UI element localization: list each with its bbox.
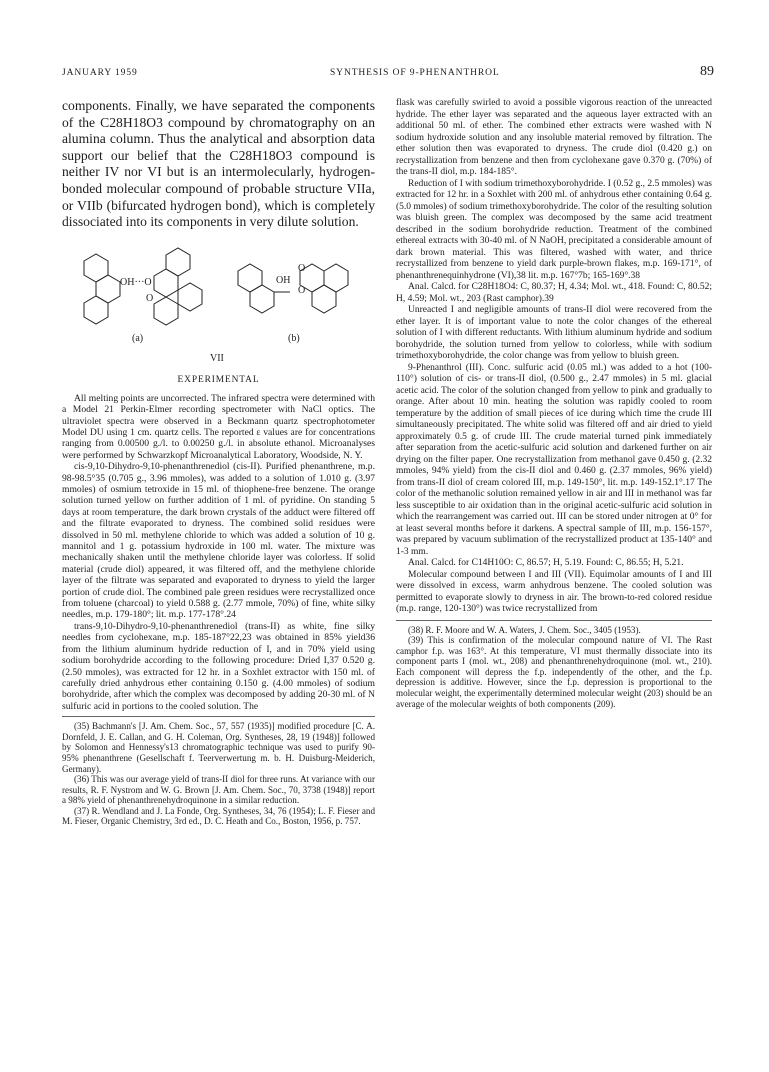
structure-label-a: (a) [132,332,144,344]
footnote: (36) This was our average yield of trans-II diol for three runs. At variance with our results, R. F. Nystrom and W. G. Brown [J. Am. Chem. Soc., 70, 3738 (1948)] report a 98% yield of phenanthrenehydroquinone in a similar reduction. [62,774,375,806]
ring-a3 [84,296,108,324]
footnote: (37) R. Wendland and J. La Fonde, Org. Syntheses, 34, 76 (1954); L. F. Fieser and M. Fieser, Organic Chemistry, 3rd ed., D. C. Heath and Co., Boston, 1956, p. 757. [62,805,375,827]
ring-b4 [324,264,348,292]
ring-a4 [166,248,190,276]
body-paragraph: Reduction of I with sodium trimethoxyborohydride. I (0.52 g., 2.5 mmoles) was extracted for 12 hr. in a Soxhlet with 200 ml. of anhydrous ether containing 0.64 g. (5.0 mmoles) of sodium trimethoxyborohydride. The color of the resulting solution was bluish green. The complex was decomposed by the same acid treatment described in the sodium borohydride reduction. Treatment of the combined ethereal extracts with 30-40 ml. of N NaOH, precipitated a considerable amount of dark brown material. This was filtered, washed with water, and thrice recrystallized from benzene to yield dark purple-brown flakes, m.p. 169-171°, of phenanthrenequinhydrone (VI),38 lit. m.p. 167°7b; 165-169°.38 [396,178,712,281]
ring-b5 [312,285,336,313]
body-paragraph: Anal. Calcd. for C28H18O4: C, 80.37; H, 4.34; Mol. wt., 418. Found: C, 80.52; H, 4.59; Mol. wt., 203 (Rast camphor).39 [396,282,712,304]
ring-b1 [238,264,262,292]
body-paragraph: Unreacted I and negligible amounts of trans-II diol were recovered from the ether layer. It is of important value to note the color changes of the ethereal solution of I with different reductants. With lithium aluminum hydride and sodium borohydride, the solution turned from yellow to colorless, while with sodium trimethoxyborohydride, the color change was from yellow to bluish green. [396,305,712,361]
structure-label-b: (b) [288,332,300,344]
structure-figure-vii [62,241,375,369]
o-label-a: O [146,292,154,304]
body-paragraph: flask was carefully swirled to avoid a possible vigorous reaction of the unreacted hydride. The ether layer was separated and the aqueous layer extracted with an additional 50 ml. of ether. The combined ether extracts were washed with N sodium hydroxide solution and any insoluble material removed by filtration. The ether solution then was evaporated to dryness. The crude diol (0.420 g.) on recrystallization from benzene and then from cyclohexane gave 0.370 g. (70%) of the trans-II diol, m.p. 184-185°. [396,98,712,177]
lead-paragraph: components. Finally, we have separated the components of the C28H18O3 compound by chromatography on an alumina column. Thus the analytical and absorption data support our belief that the C28H18O3 compound is neither IV nor VI but is an intermolecularly, hydrogen-bonded molecular compound of probable structure VIIa, or VIIb (bifurcated hydrogen bond), which is completely dissociated into its components in very dilute solution. [62,98,375,230]
footnote: (39) This is confirmation of the molecular compound nature of VI. The Rast camphor f.p. was 163°. At this temperature, VI must thermally dissociate into its component parts I (mol. wt., 208) and phenanthrenehydroquinone (mol. wt., 210). Each component will depress the f.p. independently of the other, and the f.p. depression is additive. However, since the f.p. depression is proportional to the molecular weight, the experimentally determined molecular weight (203) should be an average of the molecular weights of both components (209). [396,635,712,709]
left-column [62,98,375,827]
compound-number-vii: VII [210,352,224,364]
right-column [396,98,712,709]
oh-label-b: OH [276,274,291,286]
oh-o-label-a: OH···O [120,276,152,288]
page-number: 89 [700,64,714,79]
chemical-structures [62,241,375,369]
running-header-date: JANUARY 1959 [62,68,138,78]
section-heading: EXPERIMENTAL [177,374,260,385]
o-label-b2: O [298,284,306,296]
body-paragraph: Anal. Calcd. for C14H10O: C, 86.57; H, 5.19. Found: C, 86.55; H, 5.21. [408,558,684,568]
body-paragraph: Molecular compound between I and III (VII). Equimolar amounts of I and III were dissolved in excess, warm anhydrous benzene. The cooled solution was permitted to evaporate slowly to dryness in air. The brown-to-red colored residue (m.p. range, 120-130°) was twice recrystallized from [396,569,712,614]
ring-a2 [96,275,120,303]
ring-a7 [154,297,178,325]
footnote: (38) R. F. Moore and W. A. Waters, J. Chem. Soc., 3405 (1953). [408,624,641,635]
ring-a1 [84,254,108,282]
ring-b2 [250,285,274,313]
ring-a6 [178,283,202,311]
o-label-b1: O [298,262,306,274]
running-header-title: SYNTHESIS OF 9-PHENANTHROL [330,68,500,78]
body-paragraph: trans-9,10-Dihydro-9,10-phenanthrenediol (trans-II) as white, fine silky needles from cyclohexane, m.p. 185-187°22,23 was obtained in 85% yield36 from the lithium aluminum hydride reduction of I, and in 70% yield using sodium borohydride according to the following procedure: Dried I,37 0.520 g. (2.50 mmoles), was extracted for 12 hr. in a Soxhlet extractor with 150 ml. of carefully dried anhydrous ether containing 0.150 g. (4.00 mmoles) of sodium borohydride, after which the complex was decomposed by adding 20-30 ml. of N sulfuric acid in portions to the cooled solution. The [62,620,375,712]
footnote-divider [62,716,375,717]
footnote-divider [396,620,712,621]
body-paragraph: 9-Phenanthrol (III). Conc. sulfuric acid (0.05 ml.) was added to a hot (100-110°) solution of cis- or trans-II diol, (0.500 g., 2.47 mmoles) in 5 ml. glacial acetic acid. The color of the solution changed from yellow to pink and gradually to orange. After about 10 min. heating the solution was rapidly cooled to room temperature by the addition of small pieces of ice during which time the crude III simultaneously precipitated. The white solid was filtered off and air dried to yield approximately 0.5 g. of crude III. The crude material turned pink immediately after separation from the acetic-sulfuric acid solution and darkened further on air drying on the filter paper. One recrystallization from methanol gave 0.450 g. (2.32 mmoles, 94% yield) from the cis-II diol and 0.460 g. (2.37 mmoles, 96% yield) from trans-II diol of cream colored III, m.p. 149-150°, lit. m.p. 149-152.1°.17 The color of the methanolic solution remained yellow in air and III in methanol was far less susceptible to air oxidation than in the original acetic-sulfuric acid solution in which the rearrangement was carried out. III can be stored under nitrogen at 0° for at least several months before it darkens. A spectral sample of III, m.p. 156-157°, was prepared by vacuum sublimation of the recrystallized product at 135-140° and 1-3 mm. [396,362,712,557]
footnote: (35) Bachmann's [J. Am. Chem. Soc., 57, 557 (1935)] modified procedure [C. A. Dornfeld, J. E. Callan, and G. H. Coleman, Org. Syntheses, 28, 19 (1948)] followed by Solomon and Hennessy's13 chromatographic technique was used to purify 90-95% phenanthrene (Gesellschaft f. Teerverwertung m. b. H. Duisburg-Meiderich, Germany). [62,721,375,774]
ring-a5 [154,269,178,297]
body-paragraph: All melting points are uncorrected. The infrared spectra were determined with a Model 21 Perkin-Elmer recording spectrometer with NaCl optics. The ultraviolet spectra were observed in a Beckmann quartz spectrophotometer Model DU using 1 cm. quartz cells. The reported ε values are for concentrations ranging from 0.00500 g./l. to 0.00250 g./l. in absolute ethanol. Microanalyses were performed by Schwarzkopf Microanalytical Laboratory, Woodside, N. Y. [62,392,375,461]
body-paragraph: cis-9,10-Dihydro-9,10-phenanthrenediol (cis-II). Purified phenanthrene, m.p. 98-98.5°35 (0.705 g., 3.96 mmoles), was added to a solution of 1.010 g. (3.97 mmoles) of osmium tetroxide in 15 ml. of thiophene-free benzene. The orange solution turned yellow on further addition of 1 ml. of pyridine. On standing 5 days at room temperature, the dark brown crystals of the adduct were filtered off and the filtrate evaporated to dryness. The combined solid residues were dissolved in 50 ml. methylene chloride to which was added a solution of 10 g. mannitol and 1 g. potassium hydroxide in 100 ml. water. The mixture was mechanically shaken until the methylene chloride layer was colorless. If solid material (crude diol) appeared, it was filtered off, and the methylene chloride layer of the filtrate was separated and evaporated to dryness to yield the larger portion of crude diol. The combined pale green residues were recrystallized once from toluene (charcoal) to yield 0.588 g. (2.77 mmole, 70%) of fine, white silky needles, m.p. 179-180°; lit. m.p. 177-178°.24 [62,461,375,621]
